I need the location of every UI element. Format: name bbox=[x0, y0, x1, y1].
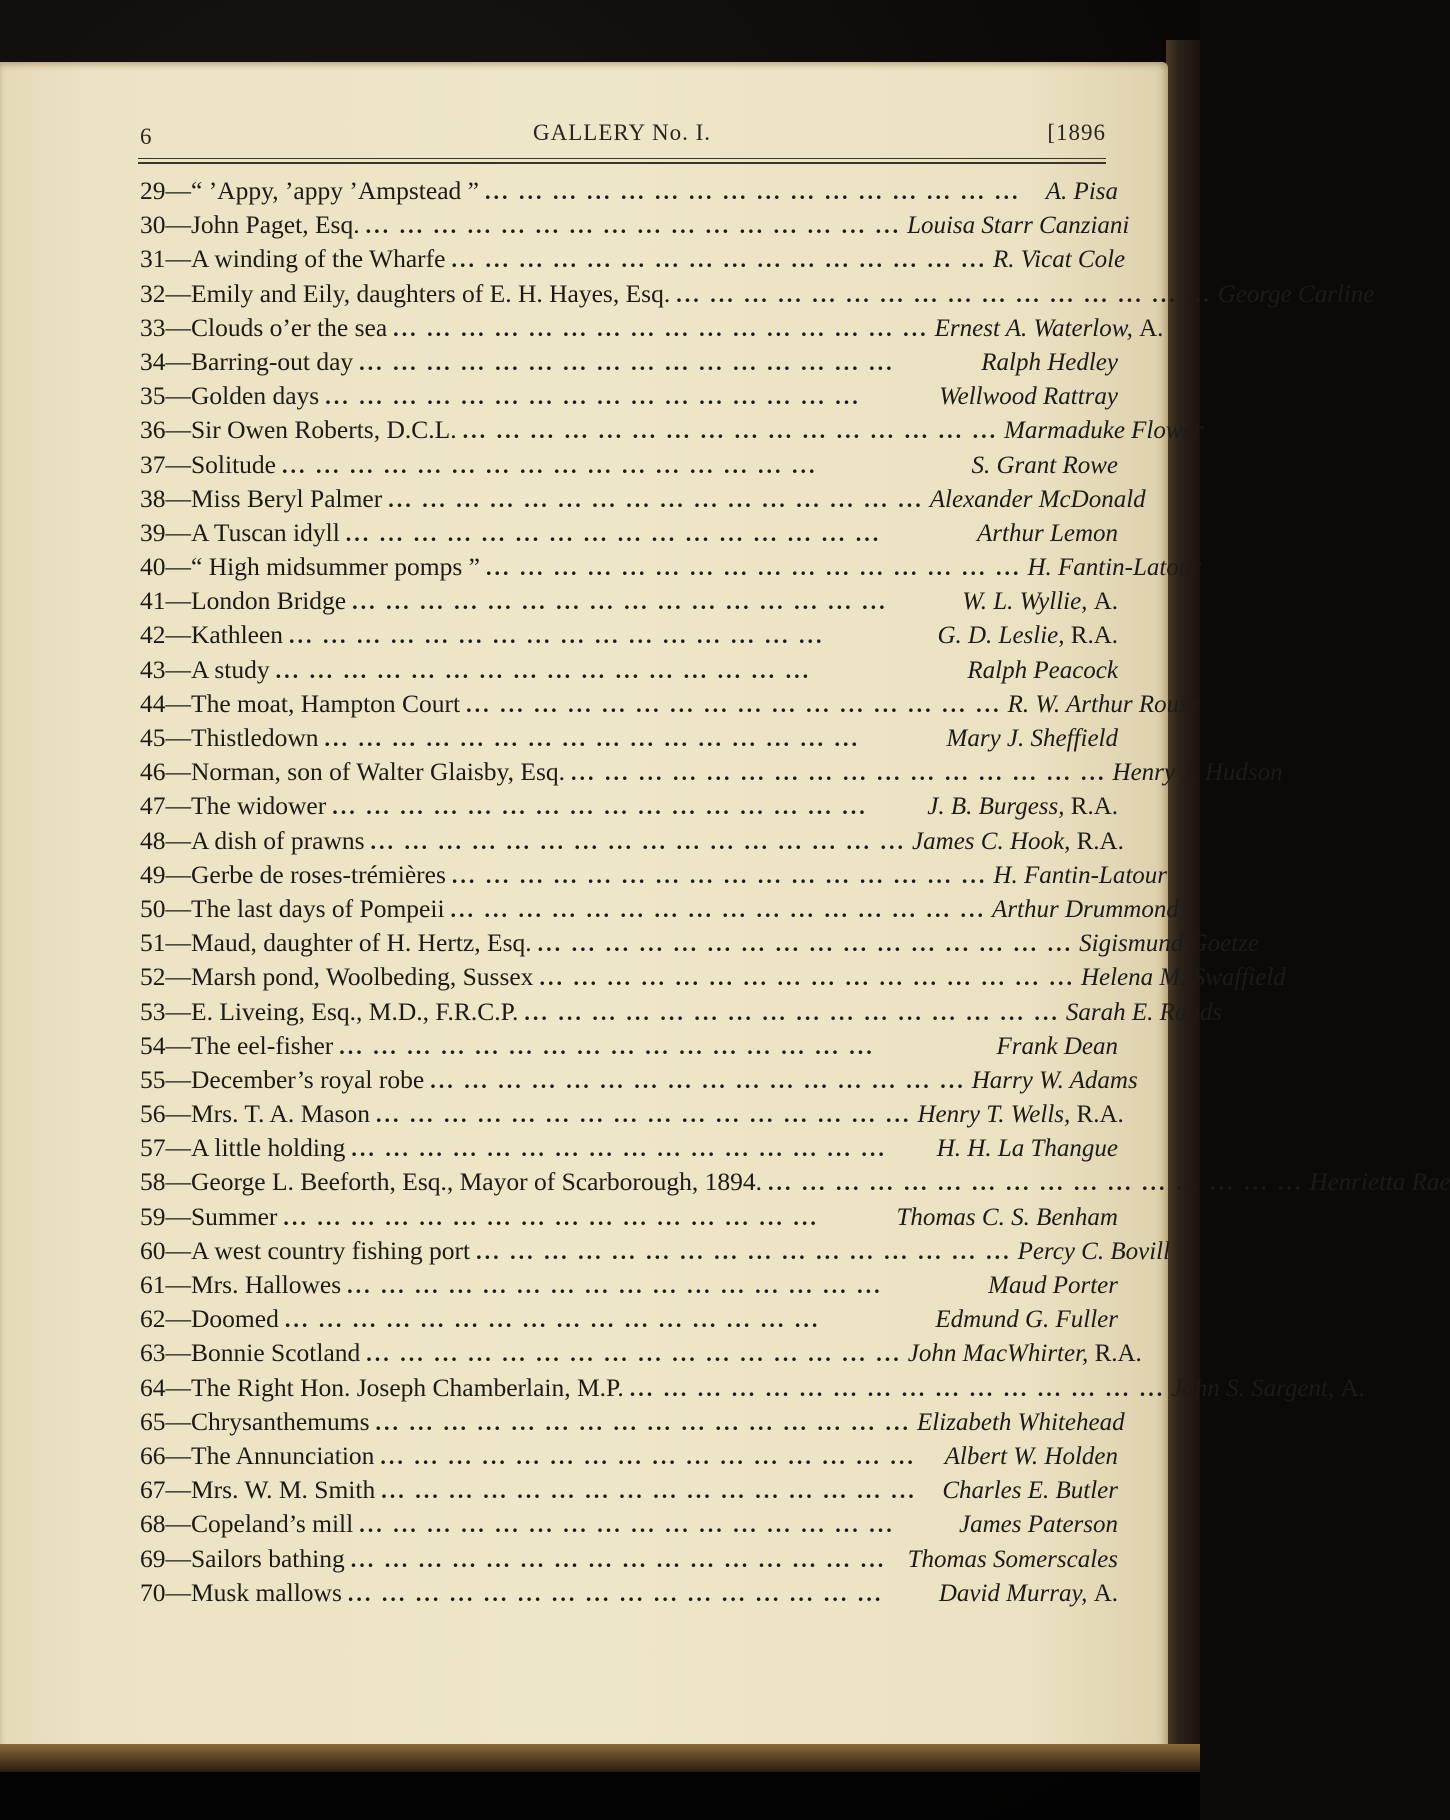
leader-dots: ... ... ... ... ... ... ... ... ... ... ... ... ... ... ... ... bbox=[388, 486, 924, 512]
entry-artist-honour: A. bbox=[1087, 1579, 1118, 1607]
catalogue-entry bbox=[140, 1542, 1118, 1576]
leader-dots: ... ... ... ... ... ... ... ... ... ... ... ... ... ... ... ... bbox=[284, 1307, 821, 1333]
entry-artist-honour: R.A. bbox=[1064, 793, 1118, 821]
entry-artist: Harry W. Adams bbox=[971, 1066, 1138, 1094]
catalogue-entry bbox=[140, 208, 1130, 242]
entry-artist: Helena M. Swaffield bbox=[1080, 964, 1286, 992]
entry-artist: Henry T. Wells, bbox=[917, 1101, 1071, 1129]
leader-dots: ... ... ... ... ... ... ... ... ... ... ... ... ... ... ... ... bbox=[370, 828, 907, 854]
leader-dots: ... ... ... ... ... ... ... ... ... ... ... ... ... ... ... ... bbox=[275, 657, 812, 683]
catalogue-entry bbox=[140, 892, 1179, 926]
leader-dots: ... ... ... ... ... ... ... ... ... ... ... ... ... ... ... ... bbox=[289, 623, 825, 649]
leader-dots: ... ... ... ... ... ... ... ... ... ... ... ... ... ... ... ... bbox=[768, 1170, 1304, 1196]
catalogue-entry bbox=[140, 1097, 1124, 1131]
leader-dots: ... ... ... ... ... ... ... ... ... ... ... ... ... ... ... ... bbox=[539, 965, 1075, 991]
entry-title: 41—London Bridge bbox=[140, 586, 347, 616]
entry-artist: James Paterson bbox=[959, 1511, 1118, 1539]
leader-dots: ... ... ... ... ... ... ... ... ... ... ... ... ... ... ... ... bbox=[571, 760, 1107, 786]
entry-artist: Elizabeth Whitehead bbox=[917, 1408, 1125, 1436]
entry-title: 66—The Annunciation bbox=[140, 1440, 375, 1470]
catalogue-entry bbox=[140, 1473, 1118, 1507]
leader-dots: ... ... ... ... ... ... ... ... ... ... ... ... ... ... ... ... bbox=[282, 452, 818, 478]
leader-dots: ... ... ... ... ... ... ... ... ... ... ... ... ... ... ... ... bbox=[376, 1102, 912, 1128]
entry-artist: Mary J. Sheffield bbox=[946, 725, 1118, 752]
entry-artist: John S. Sargent, bbox=[1171, 1374, 1335, 1402]
entry-title: 67—Mrs. W. M. Smith bbox=[140, 1475, 376, 1505]
entry-artist: Ralph Hedley bbox=[981, 348, 1118, 376]
entry-artist: Alexander McDonald bbox=[929, 485, 1146, 513]
catalogue-entry bbox=[140, 926, 1259, 960]
leader-dots: ... ... ... ... ... ... ... ... ... ... ... ... ... ... ... ... bbox=[485, 555, 1022, 581]
leader-dots: ... ... ... ... ... ... ... ... ... ... ... ... ... ... ... ... bbox=[365, 213, 902, 239]
gallery-title: GALLERY No. I. bbox=[533, 120, 711, 145]
leader-dots: ... ... ... ... ... ... ... ... ... ... ... ... ... ... ... ... bbox=[352, 589, 888, 615]
leader-dots: ... ... ... ... ... ... ... ... ... ... ... ... ... ... ... ... bbox=[451, 247, 987, 273]
catalogue-year: [1896 bbox=[1047, 120, 1106, 145]
leader-dots: ... ... ... ... ... ... ... ... ... ... ... ... ... ... ... ... bbox=[484, 179, 1021, 204]
catalogue-entry bbox=[140, 516, 1118, 550]
entry-title: 58—George L. Beeforth, Esq., Mayor of Scarborough, 1894. bbox=[140, 1167, 763, 1197]
entry-artist: Thomas C. S. Benham bbox=[896, 1203, 1118, 1231]
entry-title: 70—Musk mallows bbox=[140, 1577, 342, 1607]
entry-title: 55—December’s royal robe bbox=[140, 1064, 425, 1094]
leader-dots: ... ... ... ... ... ... ... ... ... ... ... ... ... ... ... ... bbox=[375, 1409, 911, 1435]
leader-dots: ... ... ... ... ... ... ... ... ... ... ... ... ... ... ... ... bbox=[381, 1478, 917, 1504]
entry-artist: Ernest A. Waterlow, bbox=[934, 314, 1133, 342]
entry-artist: Marmaduke Flower bbox=[1004, 417, 1204, 445]
entry-title: 45—Thistledown bbox=[140, 723, 319, 752]
catalogue-entry bbox=[140, 413, 1204, 447]
entry-title: 69—Sailors bathing bbox=[140, 1543, 345, 1573]
entry-title: 51—Maud, daughter of H. Hertz, Esq. bbox=[140, 928, 532, 958]
entry-artist: Louisa Starr Canziani bbox=[907, 212, 1130, 240]
entry-title: 52—Marsh pond, Woolbeding, Sussex bbox=[140, 962, 534, 992]
leader-dots: ... ... ... ... ... ... ... ... ... ... ... ... ... ... ... ... bbox=[450, 896, 987, 922]
catalogue-entry bbox=[140, 1029, 1118, 1063]
entry-title: 56—Mrs. T. A. Mason bbox=[140, 1099, 370, 1129]
entry-artist: Edmund G. Fuller bbox=[935, 1306, 1118, 1334]
leader-dots: ... ... ... ... ... ... ... ... ... ... ... ... ... ... ... ... bbox=[351, 1136, 887, 1162]
catalogue-entry bbox=[140, 1302, 1118, 1336]
entry-title: 36—Sir Owen Roberts, D.C.L. bbox=[140, 415, 457, 445]
entry-title: 49—Gerbe de roses-trémières bbox=[140, 859, 446, 889]
leader-dots: ... ... ... ... ... ... ... ... ... ... ... ... ... ... ... ... bbox=[462, 418, 999, 444]
leader-dots: ... ... ... ... ... ... ... ... ... ... ... ... ... ... ... ... bbox=[347, 1273, 883, 1298]
entry-title: 37—Solitude bbox=[140, 449, 277, 479]
entry-title: 44—The moat, Hampton Court bbox=[140, 688, 461, 718]
entry-artist: Thomas Somerscales bbox=[907, 1545, 1118, 1573]
catalogue-entry bbox=[140, 1336, 1142, 1370]
entry-artist-honour: R.A. bbox=[1070, 827, 1124, 855]
leader-dots: ... ... ... ... ... ... ... ... ... ... ... ... ... ... ... ... bbox=[325, 384, 861, 410]
entry-title: 68—Copeland’s mill bbox=[140, 1509, 354, 1539]
entry-artist: Frank Dean bbox=[996, 1032, 1118, 1060]
entry-title: 40—“ High midsummer pomps ” bbox=[140, 552, 480, 582]
entry-artist: Henry J. Hudson bbox=[1112, 759, 1283, 787]
catalogue-entry bbox=[140, 858, 1168, 892]
entry-title: 29—“ ’Appy, ’appy ’Ampstead ” bbox=[140, 176, 479, 205]
entry-artist-honour: R.A. bbox=[1088, 1340, 1142, 1368]
catalogue-entry bbox=[140, 584, 1118, 618]
entry-title: 48—A dish of prawns bbox=[140, 825, 365, 855]
leader-dots: ... ... ... ... ... ... ... ... ... ... ... ... ... ... ... ... bbox=[345, 520, 882, 546]
entry-artist: H. Fantin-Latour bbox=[1027, 554, 1202, 582]
catalogue-entry bbox=[140, 1165, 1450, 1199]
entry-artist: Charles E. Butler bbox=[942, 1477, 1118, 1505]
entry-artist-honour: A. bbox=[1087, 588, 1118, 616]
catalogue-entry bbox=[140, 995, 1223, 1029]
entry-title: 54—The eel-fisher bbox=[140, 1030, 334, 1060]
page-bottom-edge bbox=[0, 1744, 1200, 1772]
entry-artist: Wellwood Rattray bbox=[939, 383, 1118, 411]
entry-title: 47—The widower bbox=[140, 791, 327, 821]
leader-dots: ... ... ... ... ... ... ... ... ... ... ... ... ... ... ... ... bbox=[359, 1512, 895, 1538]
catalogue-entry bbox=[140, 1131, 1118, 1165]
catalogue-entry bbox=[140, 1371, 1365, 1405]
catalogue-entry bbox=[140, 242, 1126, 276]
entry-title: 31—A winding of the Wharfe bbox=[140, 244, 446, 274]
entry-artist: Percy C. Bovill bbox=[1017, 1237, 1171, 1265]
entry-artist: Arthur Lemon bbox=[977, 519, 1118, 547]
entry-title: 35—Golden days bbox=[140, 381, 320, 411]
entry-artist: Ralph Peacock bbox=[967, 656, 1118, 684]
entry-artist: R. Vicat Cole bbox=[992, 246, 1126, 274]
entry-artist: Maud Porter bbox=[988, 1272, 1118, 1299]
leader-dots: ... ... ... ... ... ... ... ... ... ... ... ... ... ... ... ... bbox=[476, 1238, 1012, 1264]
leader-dots: ... ... ... ... ... ... ... ... ... ... ... ... ... ... ... ... bbox=[350, 1546, 887, 1572]
entry-artist: G. D. Leslie, bbox=[937, 622, 1065, 650]
entry-artist: H. H. La Thangue bbox=[936, 1135, 1118, 1163]
catalogue-entry bbox=[140, 379, 1118, 413]
leader-dots: ... ... ... ... ... ... ... ... ... ... ... ... ... ... ... ... bbox=[380, 1443, 916, 1469]
entry-title: 32—Emily and Eily, daughters of E. H. Hayes, Esq. bbox=[140, 278, 671, 308]
entry-artist: Sarah E. Rands bbox=[1065, 998, 1223, 1026]
leader-dots: ... ... ... ... ... ... ... ... ... ... ... ... ... ... ... ... bbox=[629, 1375, 1166, 1401]
entry-artist-honour: A. bbox=[1334, 1374, 1365, 1402]
entry-artist: W. L. Wyllie, bbox=[962, 588, 1088, 616]
catalogue-entry bbox=[140, 1200, 1118, 1234]
leader-dots: ... ... ... ... ... ... ... ... ... ... ... ... ... ... ... ... bbox=[347, 1580, 884, 1606]
entry-title: 39—A Tuscan idyll bbox=[140, 517, 340, 547]
entry-title: 57—A little holding bbox=[140, 1133, 346, 1163]
entry-artist-honour: R.A. bbox=[1064, 622, 1118, 650]
catalogue-entry bbox=[140, 277, 1375, 311]
entry-title: 43—A study bbox=[140, 654, 270, 684]
running-header bbox=[138, 120, 1106, 160]
catalogue-entry bbox=[140, 1268, 1118, 1302]
entry-title: 64—The Right Hon. Joseph Chamberlain, M.P. bbox=[140, 1372, 624, 1402]
leader-dots: ... ... ... ... ... ... ... ... ... ... ... ... ... ... ... ... bbox=[332, 794, 868, 820]
entry-artist: R. W. Arthur Rouse bbox=[1007, 690, 1200, 718]
leader-dots: ... ... ... ... ... ... ... ... ... ... ... ... ... ... ... ... bbox=[451, 862, 988, 888]
catalogue-entry bbox=[140, 482, 1146, 516]
entry-artist: John MacWhirter, bbox=[907, 1340, 1089, 1368]
catalogue-entry bbox=[140, 1507, 1118, 1541]
catalogue-entry bbox=[140, 448, 1118, 482]
leader-dots: ... ... ... ... ... ... ... ... ... ... ... ... ... ... ... ... bbox=[524, 999, 1060, 1025]
entry-artist: Sigismund Goetze bbox=[1079, 930, 1259, 958]
leader-dots: ... ... ... ... ... ... ... ... ... ... ... ... ... ... ... ... bbox=[283, 1204, 819, 1230]
leader-dots: ... ... ... ... ... ... ... ... ... ... ... ... ... ... ... ... bbox=[393, 315, 929, 341]
catalogue-entry bbox=[140, 174, 1118, 208]
leader-dots: ... ... ... ... ... ... ... ... ... ... ... ... ... ... ... ... bbox=[537, 931, 1074, 957]
entry-artist: David Murray, bbox=[938, 1579, 1088, 1607]
entry-artist: S. Grant Rowe bbox=[971, 451, 1118, 479]
catalogue-entry bbox=[140, 311, 1164, 345]
entry-artist: George Carline bbox=[1217, 280, 1375, 308]
leader-dots: ... ... ... ... ... ... ... ... ... ... ... ... ... ... ... ... bbox=[359, 349, 895, 375]
header-rule-thick bbox=[138, 162, 1106, 164]
entry-title: 61—Mrs. Hallowes bbox=[140, 1270, 342, 1299]
catalogue-entry bbox=[140, 1405, 1125, 1439]
catalogue-entry bbox=[140, 1063, 1138, 1097]
entry-artist: J. B. Burgess, bbox=[927, 793, 1065, 821]
entry-title: 50—The last days of Pompeii bbox=[140, 893, 445, 923]
entry-artist: James C. Hook, bbox=[912, 827, 1071, 855]
entry-title: 30—John Paget, Esq. bbox=[140, 210, 360, 240]
catalogue-entry bbox=[140, 1234, 1171, 1268]
entry-title: 34—Barring-out day bbox=[140, 346, 354, 376]
entry-title: 42—Kathleen bbox=[140, 620, 284, 650]
catalogue-entry bbox=[140, 687, 1200, 721]
entry-artist-honour: R.A. bbox=[1070, 1101, 1124, 1129]
entry-title: 53—E. Liveing, Esq., M.D., F.R.C.P. bbox=[140, 996, 519, 1026]
entry-title: 65—Chrysanthemums bbox=[140, 1406, 370, 1436]
header-rule-thin bbox=[138, 158, 1106, 159]
entry-title: 33—Clouds o’er the sea bbox=[140, 312, 388, 342]
entry-artist: Henrietta Rae bbox=[1309, 1169, 1450, 1197]
leader-dots: ... ... ... ... ... ... ... ... ... ... ... ... ... ... ... ... bbox=[366, 1341, 902, 1367]
catalogue-entry bbox=[140, 824, 1124, 858]
entry-artist: H. Fantin-Latour bbox=[993, 861, 1168, 889]
entry-artist-honour: A. bbox=[1132, 314, 1164, 342]
entry-title: 62—Doomed bbox=[140, 1304, 279, 1334]
entry-title: 63—Bonnie Scotland bbox=[140, 1338, 361, 1368]
catalogue-entry bbox=[140, 653, 1118, 687]
entry-title: 60—A west country fishing port bbox=[140, 1235, 471, 1265]
catalogue-entry bbox=[140, 618, 1118, 652]
catalogue-entry bbox=[140, 345, 1118, 379]
leader-dots: ... ... ... ... ... ... ... ... ... ... ... ... ... ... ... ... bbox=[324, 726, 860, 751]
page-number: 6 bbox=[140, 124, 153, 149]
entry-artist: A. Pisa bbox=[1045, 178, 1118, 205]
entry-artist: Albert W. Holden bbox=[944, 1442, 1118, 1470]
catalogue-entry bbox=[140, 789, 1118, 823]
catalogue-entry bbox=[140, 721, 1118, 755]
entry-artist: Arthur Drummond bbox=[992, 895, 1179, 923]
leader-dots: ... ... ... ... ... ... ... ... ... ... ... ... ... ... ... ... bbox=[676, 281, 1212, 307]
leader-dots: ... ... ... ... ... ... ... ... ... ... ... ... ... ... ... ... bbox=[466, 691, 1002, 717]
leader-dots: ... ... ... ... ... ... ... ... ... ... ... ... ... ... ... ... bbox=[339, 1033, 875, 1059]
entry-title: 59—Summer bbox=[140, 1201, 278, 1231]
catalogue-entry bbox=[140, 960, 1286, 994]
entry-title: 38—Miss Beryl Palmer bbox=[140, 483, 383, 513]
catalogue-entry bbox=[140, 1576, 1118, 1610]
entry-title: 46—Norman, son of Walter Glaisby, Esq. bbox=[140, 757, 566, 787]
catalogue-entry-list bbox=[140, 174, 1450, 1610]
leader-dots: ... ... ... ... ... ... ... ... ... ... ... ... ... ... ... ... bbox=[430, 1067, 966, 1093]
catalogue-entry bbox=[140, 550, 1202, 584]
catalogue-entry bbox=[140, 1439, 1118, 1473]
catalogue-entry bbox=[140, 755, 1283, 789]
